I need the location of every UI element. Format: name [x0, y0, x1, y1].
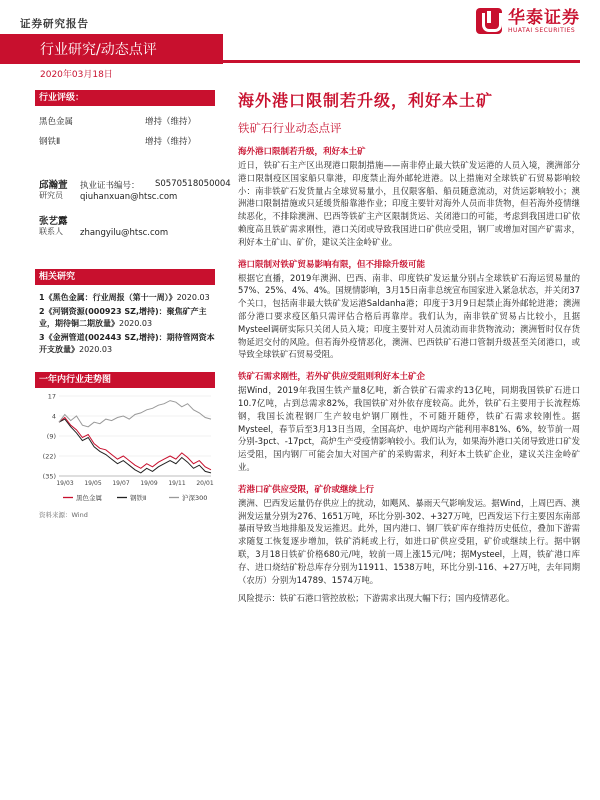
legend-label: 沪深300 [182, 494, 208, 502]
category-banner [0, 34, 223, 64]
related-report-date: 2020.03 [176, 293, 210, 302]
x-tick-label: 19/11 [168, 480, 186, 487]
trend-chart-heading: 一年内行业走势图 [35, 372, 215, 388]
industry-rating: 增持（维持） [145, 117, 197, 127]
related-report-link[interactable] [35, 292, 215, 304]
analyst-role: 研究员 [39, 191, 63, 200]
related-report-title: 3《金洲管道(002443 SZ,增持)：期待管网资本开支放量》 [39, 333, 215, 354]
rating-row [35, 131, 215, 151]
related-report-link[interactable] [35, 306, 215, 330]
x-tick-label: 19/03 [56, 480, 74, 487]
section-heading: 铁矿石需求刚性，若外矿供应受阻则利好本土矿企 [238, 372, 426, 383]
doc-type-label: 证券研究报告 [20, 18, 89, 30]
header-divider [223, 60, 580, 63]
related-research-heading: 相关研究 [35, 269, 215, 285]
y-tick-label: 17 [47, 392, 56, 401]
x-tick-label: 19/09 [140, 480, 158, 487]
section-body: 近日，铁矿石主产区出现港口限制措施——南非停止最大铁矿发运港的人员入境，澳洲部分港口限制疫区国家船只靠港，印度禁止海外邮轮进港。以上措施对全球铁矿石贸易影响较小：南非铁矿石发货量占全球贸易量小，且仅限客船、船员随意流动，对货运影响较小；澳洲港口限制措施或只延缓货船靠港作业；印度主要针对海外人员而非货物，但若海外疫情继续恶化，不排除澳洲、巴西等铁矿主产区限制货运、关闭港口的可能，考虑到我国进口矿依赖度高且铁矿需求刚性，港口关闭或导致我国进口矿供应受阻，钢厂或增加对国产矿需求，利好本土矿山、矿价，建议关注金岭矿业。 [238, 160, 580, 247]
related-report-title: 1《黑色金属：行业周报（第十一周）》 [39, 293, 177, 302]
series-line [59, 418, 211, 470]
related-report-date: 2020.03 [119, 319, 153, 328]
chart-source: 资料来源：Wind [39, 511, 88, 519]
y-tick-label: (35) [42, 472, 56, 481]
license-label: 执业证书编号： [80, 181, 140, 191]
analyst-email[interactable]: zhangyilu@htsc.com [80, 228, 169, 238]
section-body: 澳洲、巴西发运量仍存供应上的扰动，如飓风、暴雨天气影响发运。据Wind，上周巴西、澳洲发运量分别为276、1651万吨，环比分别-302、+327万吨，巴西发运下行主要因东南部暴雨导致当地排船及发运推迟。此外，国内港口、钢厂铁矿库存维持历史低位，叠加下游需求随复工恢复逐步增加，铁矿消耗或上行，如进口矿供应受阻，矿价或继续上行。据中钢联，3月18日铁矿价格680元/吨，较前一周上涨15元/吨；据Mysteel，上周，铁矿港口库存、进口烧结矿粉总库存分别为11911、1538万吨，环比分别-116、+27万吨，去年同期（农历）分别为14789、1574万吨。 [238, 497, 580, 585]
series-line [59, 401, 211, 427]
main-content [238, 88, 580, 605]
section-heading: 港口限制对铁矿贸易影响有限，但不排除升级可能 [238, 259, 426, 270]
industry-name: 黑色金属 [39, 117, 74, 127]
industry-name: 钢铁Ⅱ [39, 137, 61, 147]
logo-icon [476, 8, 502, 34]
company-logo [476, 8, 580, 34]
related-report-link[interactable] [35, 332, 215, 356]
risk-warning: 风险提示：铁矿石港口管控放松；下游需求出现大幅下行；国内疫情恶化。 [238, 593, 515, 604]
x-tick-label: 20/01 [196, 480, 214, 487]
legend-label: 黑色金属 [76, 494, 102, 502]
analyst-card [35, 177, 231, 213]
x-tick-label: 19/05 [84, 480, 102, 487]
analyst-email[interactable]: qiuhanxuan@htsc.com [80, 192, 178, 202]
x-tick-label: 19/07 [112, 480, 130, 487]
analyst-role: 联系人 [39, 227, 63, 236]
y-tick-label: (22) [42, 452, 56, 461]
sidebar [35, 90, 231, 519]
report-title: 海外港口限制若升级，利好本土矿 [238, 91, 494, 110]
y-tick-label: (9) [46, 432, 56, 441]
report-category: 行业研究/动态点评 [40, 42, 157, 58]
report-subtitle: 铁矿石行业动态点评 [238, 121, 342, 135]
report-date: 2020年03月18日 [40, 70, 113, 80]
related-report-title: 2《河钢资源(000923 SZ,增持)：聚焦矿产主业，期待铜二期放量》 [39, 307, 207, 328]
legend-label: 钢铁Ⅱ [130, 494, 147, 502]
analyst-card [35, 213, 215, 249]
analyst-name: 张艺露 [39, 216, 68, 227]
industry-trend-chart [35, 388, 215, 506]
section-body: 据Wind，2019年我国生铁产量8亿吨，新合铁矿石需求约13亿吨，同期我国铁矿石进口10.7亿吨，占到总需求82%，我国铁矿对外依存度较高。此外，铁矿石主要用于长流程炼钢，我国长流程钢厂生产较电炉钢厂刚性，不可随开随停，铁矿石需求较刚性。据Mysteel，春节后至3月13日当周，全国高炉、电炉周均产能利用率81%、6%，较节前一周分别-3pct、-17pct，高炉生产受疫情影响较小。我们认为，如果海外港口关闭导致进口矿发运受阻，国内钢厂可能会加大对国产矿的采购需求，利好本土铁矿企业，建议关注金岭矿业。 [238, 385, 580, 472]
section-body: 根据它直播，2019年澳洲、巴西、南非、印度铁矿发运量分别占全球铁矿石海运贸易量的57%、25%、4%、4%。国规情影响，3月15日南非总统宣布国家进入紧急状态，并关闭37个关口，包括南非最大铁矿发运港Saldanha港；印度于3月9日起禁止海外邮轮进港；澳洲部分港口要求疫区船只需评估合格后再靠岸。我们认为，南非铁矿贸易占比较小，且据Mysteel调研实际只关闭人员入境；印度主要针对人员流动而非货物流动；澳洲暂时仅存货物延迟交付的风险。但若海外疫情恶化，澳洲、巴西铁矿石港口管制升级甚至关闭港口，或导致全球铁矿石贸易受阻。 [238, 272, 580, 360]
section-heading: 若港口矿供应受限，矿价或继续上行 [238, 484, 375, 495]
industry-rating: 增持（维持） [145, 137, 197, 147]
license-number: S0570518050004 [155, 179, 231, 189]
analyst-name: 邱瀚萱 [39, 180, 68, 191]
section-heading: 海外港口限制若升级，利好本土矿 [238, 147, 366, 157]
y-tick-label: 4 [51, 412, 56, 421]
logo-name-cn: 华泰证券 [508, 7, 580, 28]
trend-chart-svg [35, 388, 215, 506]
rating-row [35, 111, 215, 131]
ratings-heading: 行业评级： [35, 90, 215, 106]
related-report-date: 2020.03 [79, 345, 113, 354]
logo-name-en: HUATAI SECURITIES [508, 26, 576, 34]
